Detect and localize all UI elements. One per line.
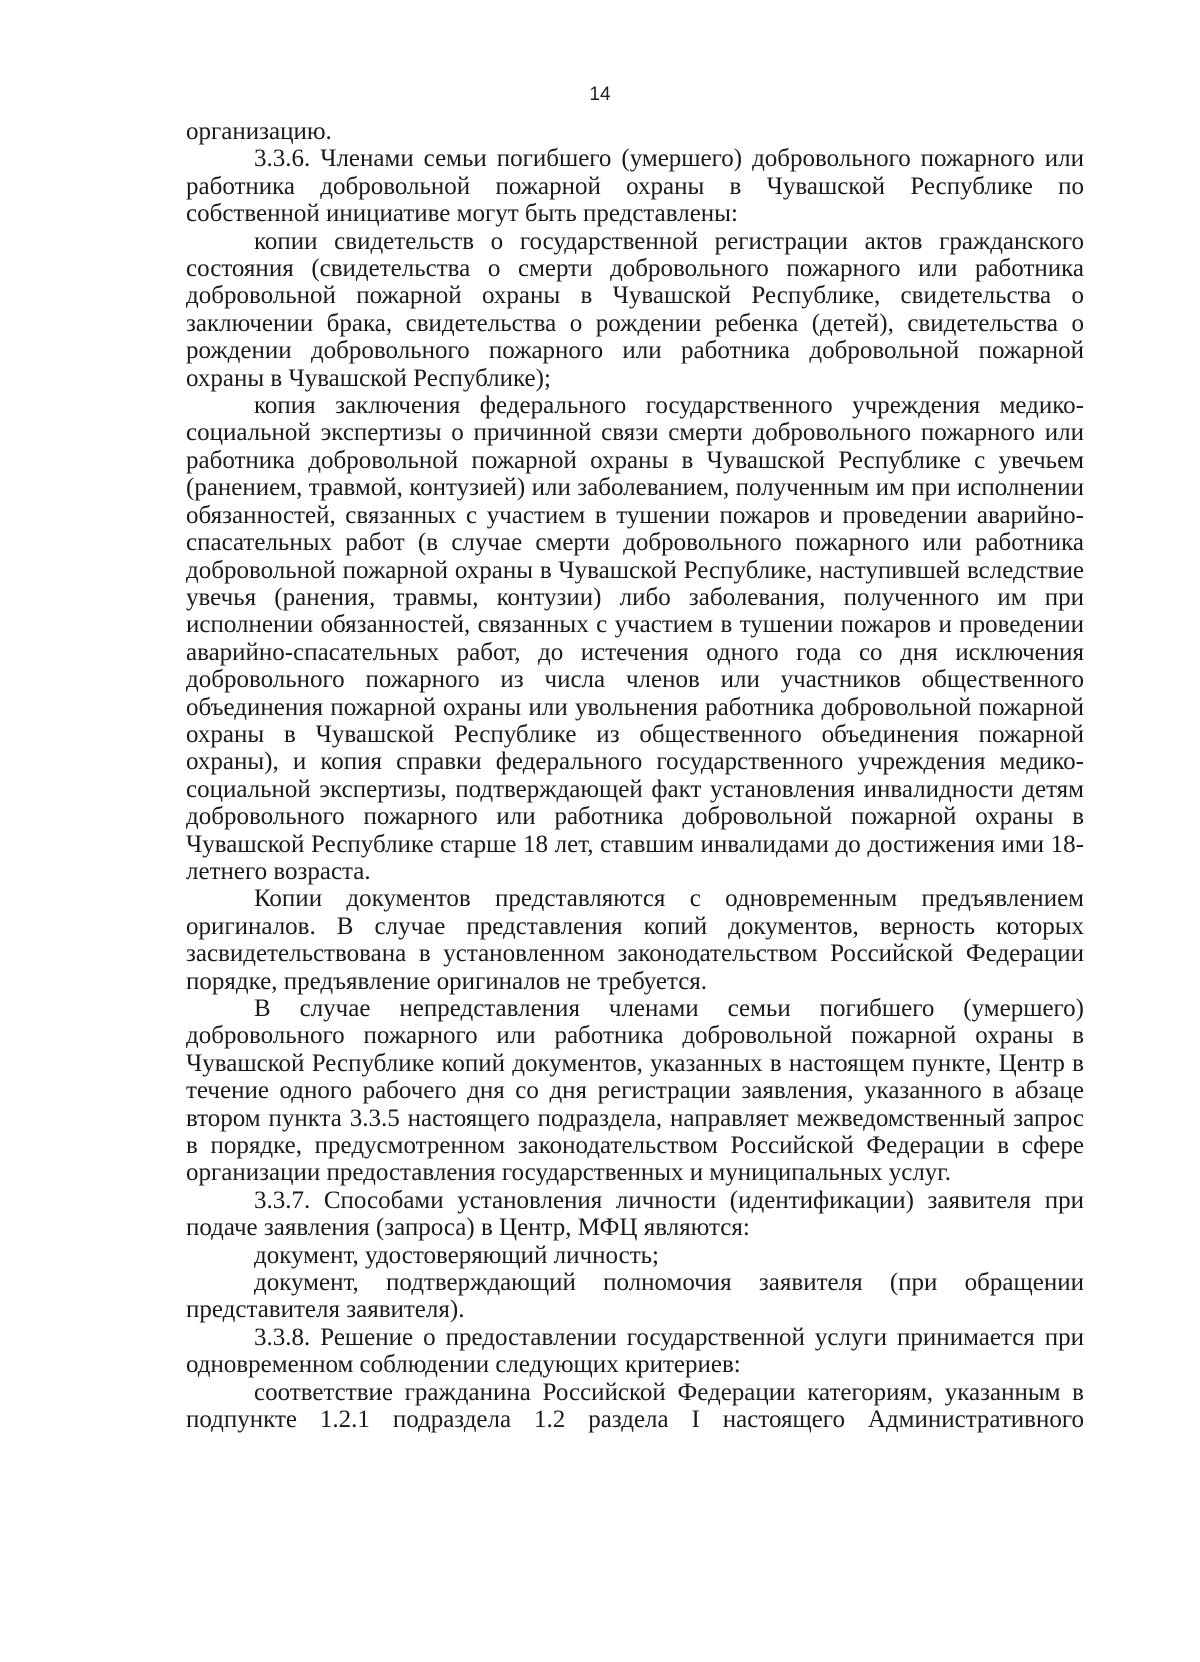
paragraph: 3.3.6. Членами семьи погибшего (умершего) добровольного пожарного или работника добровольной пожарной охраны в Чувашской Республике по собственной инициативе могут быть представлены:	[186, 145, 1084, 228]
paragraph: документ, подтверждающий полномочия заявителя (при обращении представителя заявителя).	[186, 1269, 1084, 1324]
paragraph: соответствие гражданина Российской Федерации категориям, указанным в подпункте 1.2.1 подраздела 1.2 раздела I настоящего Административного	[186, 1378, 1084, 1434]
paragraph: организацию.	[186, 118, 332, 145]
document-body	[186, 118, 1084, 1434]
paragraph: копия заключения федерального государственного учреждения медико-социальной экспертизы о причинной связи смерти добровольного пожарного или работника добровольной пожарной охраны в Чувашской Республике с увечьем (ранением, травмой, контузией) или заболеванием, полученным им при исполнении обязанностей, связанных с участием в тушении пожаров и проведении аварийно-спасательных работ (в случае смерти добровольного пожарного или работника добровольной пожарной охраны в Чувашской Республике, наступившей вследствие увечья (ранения, травмы, контузии) либо заболевания, полученного им при исполнении обязанностей, связанных с участием в тушении пожаров и проведении аварийно-спасательных работ, до истечения одного года со дня исключения добровольного пожарного из числа членов или участников общественного объединения пожарной охраны или увольнения работника добровольной пожарной охраны в Чувашской Республике из общественного объединения пожарной охраны), и копия справки федерального государственного учреждения медико-социальной экспертизы, подтверждающей факт установления инвалидности детям добровольного пожарного или работника добровольной пожарной охраны в Чувашской Республике старше 18 лет, ставшим инвалидами до достижения ими 18-летнего возраста.	[186, 392, 1084, 885]
paragraph: 3.3.8. Решение о предоставлении государственной услуги принимается при одновременном соблюдении следующих критериев:	[186, 1323, 1084, 1379]
page-number: 14	[589, 84, 611, 105]
paragraph: В случае непредставления членами семьи погибшего (умершего) добровольного пожарного или работника добровольной пожарной охраны в Чувашской Республике копий документов, указанных в настоящем пункте, Центр в течение одного рабочего дня со дня регистрации заявления, указанного в абзаце втором пункта 3.3.5 настоящего подраздела, направляет межведомственный запрос в порядке, предусмотренном законодательством Российской Федерации в сфере организации предоставления государственных и муниципальных услуг.	[186, 995, 1084, 1187]
paragraph: 3.3.7. Способами установления личности (идентификации) заявителя при подаче заявления (запроса) в Центр, МФЦ являются:	[186, 1186, 1084, 1242]
paragraph: копии свидетельств о государственной регистрации актов гражданского состояния (свидетельства о смерти добровольного пожарного или работника добровольной пожарной охраны в Чувашской Республике, свидетельства о заключении брака, свидетельства о рождении ребенка (детей), свидетельства о рождении добровольного пожарного или работника добровольной пожарной охраны в Чувашской Республике);	[186, 227, 1084, 392]
paragraph: документ, удостоверяющий личность;	[254, 1241, 659, 1269]
paragraph: Копии документов представляются с одновременным предъявлением оригиналов. В случае представления копий документов, верность которых засвидетельствована в установленном законодательством Российской Федерации порядке, предъявление оригиналов не требуется.	[186, 885, 1084, 995]
